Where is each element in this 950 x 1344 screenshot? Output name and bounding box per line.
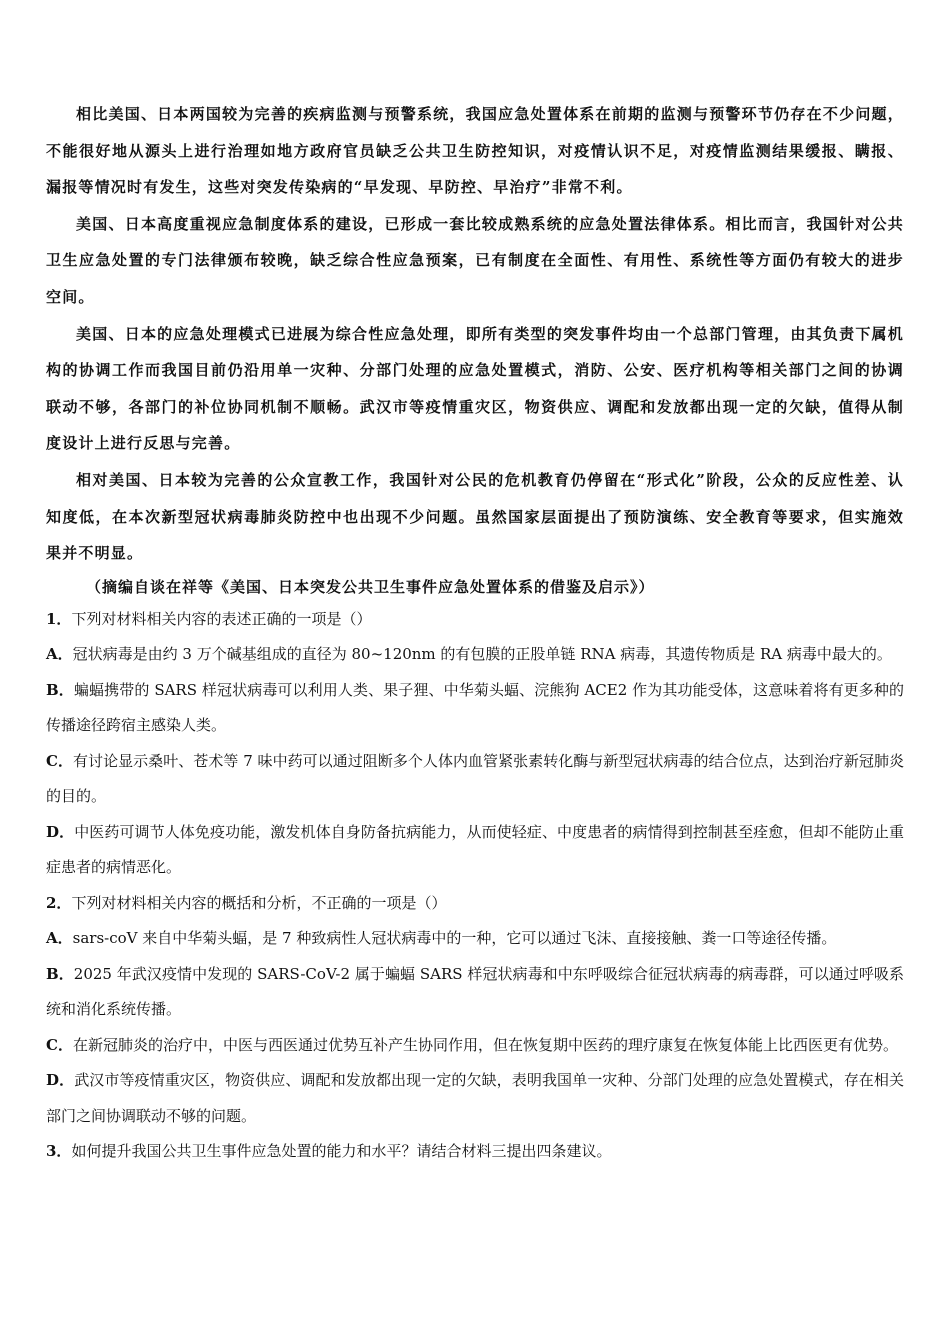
passage-source: （摘编自谈在祥等《美国、日本突发公共卫生事件应急处置体系的借鉴及启示》） (86, 577, 655, 596)
passage-paragraph-4: 相对美国、日本较为完善的公众宣教工作，我国针对公民的危机教育仍停留在“形式化”阶段，公众的反应性差、认知度低，在本次新型冠状病毒肺炎防控中也出现不少问题。虽然国家层面提出了预防演练、安全教育等要求，但实施效果并不明显。 (46, 470, 904, 563)
question-1-option-c: C．有讨论显示桑叶、苍术等 7 味中药可以通过阻断多个人体内血管紧张素转化酶与新型冠状病毒的结合位点，达到治疗新冠肺炎的目的。 (46, 751, 904, 806)
question-1-option-b: B．蝙蝠携带的 SARS 样冠状病毒可以利用人类、果子狸、中华菊头蝠、浣熊狗 ACE2 作为其功能受体，这意味着将有更多种的传播途径跨宿主感染人类。 (46, 680, 904, 735)
question-2-option-a: A．sars-coV 来自中华菊头蝠，是 7 种致病性人冠状病毒中的一种，它可以通过飞沫、直接接触、粪一口等途径传播。 (46, 929, 837, 948)
document-page (46, 96, 904, 1170)
question-2-option-d: D．武汉市等疫情重灾区，物资供应、调配和发放都出现一定的欠缺，表明我国单一灾种、分部门处理的应急处置模式，存在相关部门之间协调联动不够的问题。 (46, 1071, 904, 1125)
question-1-stem: 1．下列对材料相关内容的表述正确的一项是（） (46, 609, 372, 628)
question-1-option-d: D．中医药可调节人体免疫功能，激发机体自身防备抗病能力，从而使轻症、中度患者的病情得到控制甚至痊愈，但却不能防止重症患者的病情恶化。 (46, 822, 904, 877)
question-2-option-b: B．2025 年武汉疫情中发现的 SARS-CoV-2 属于蝙蝠 SARS 样冠状病毒和中东呼吸综合征冠状病毒的病毒群，可以通过呼吸系统和消化系统传播。 (46, 964, 904, 1019)
passage-paragraph-1: 相比美国、日本两国较为完善的疾病监测与预警系统，我国应急处置体系在前期的监测与预警环节仍存在不少问题，不能很好地从源头上进行治理如地方政府官员缺乏公共卫生防控知识，对疫情认识不足，对疫情监测结果缓报、瞒报、漏报等情况时有发生，这些对突发传染病的“早发现、早防控、早治疗”非常不利。 (46, 105, 904, 197)
passage-paragraph-2: 美国、日本高度重视应急制度体系的建设，已形成一套比较成熟系统的应急处置法律体系。相比而言，我国针对公共卫生应急处置的专门法律颁布较晚，缺乏综合性应急预案，已有制度在全面性、有用性、系统性等方面仍有较大的进步空间。 (46, 214, 904, 306)
passage-paragraph-3: 美国、日本的应急处理模式已进展为综合性应急处理，即所有类型的突发事件均由一个总部门管理，由其负责下属机构的协调工作而我国目前仍沿用单一灾种、分部门处理的应急处置模式，消防、公安、医疗机构等相关部门之间的协调联动不够，各部门的补位协同机制不顺畅。武汉市等疫情重灾区，物资供应、调配和发放都出现一定的欠缺，值得从制度设计上进行反思与完善。 (46, 324, 904, 453)
question-3-stem: 3．如何提升我国公共卫生事件应急处置的能力和水平？请结合材料三提出四条建议。 (46, 1142, 612, 1161)
question-1-option-a: A．冠状病毒是由约 3 万个碱基组成的直径为 80~120nm 的有包膜的正股单链 RNA 病毒，其遗传物质是 RA 病毒中最大的。 (46, 645, 892, 664)
question-2-option-c: C．在新冠肺炎的治疗中，中医与西医通过优势互补产生协同作用，但在恢复期中医药的理疗康复在恢复体能上比西医更有优势。 (46, 1035, 898, 1054)
question-2-stem: 2．下列对材料相关内容的概括和分析，不正确的一项是（） (46, 893, 447, 912)
